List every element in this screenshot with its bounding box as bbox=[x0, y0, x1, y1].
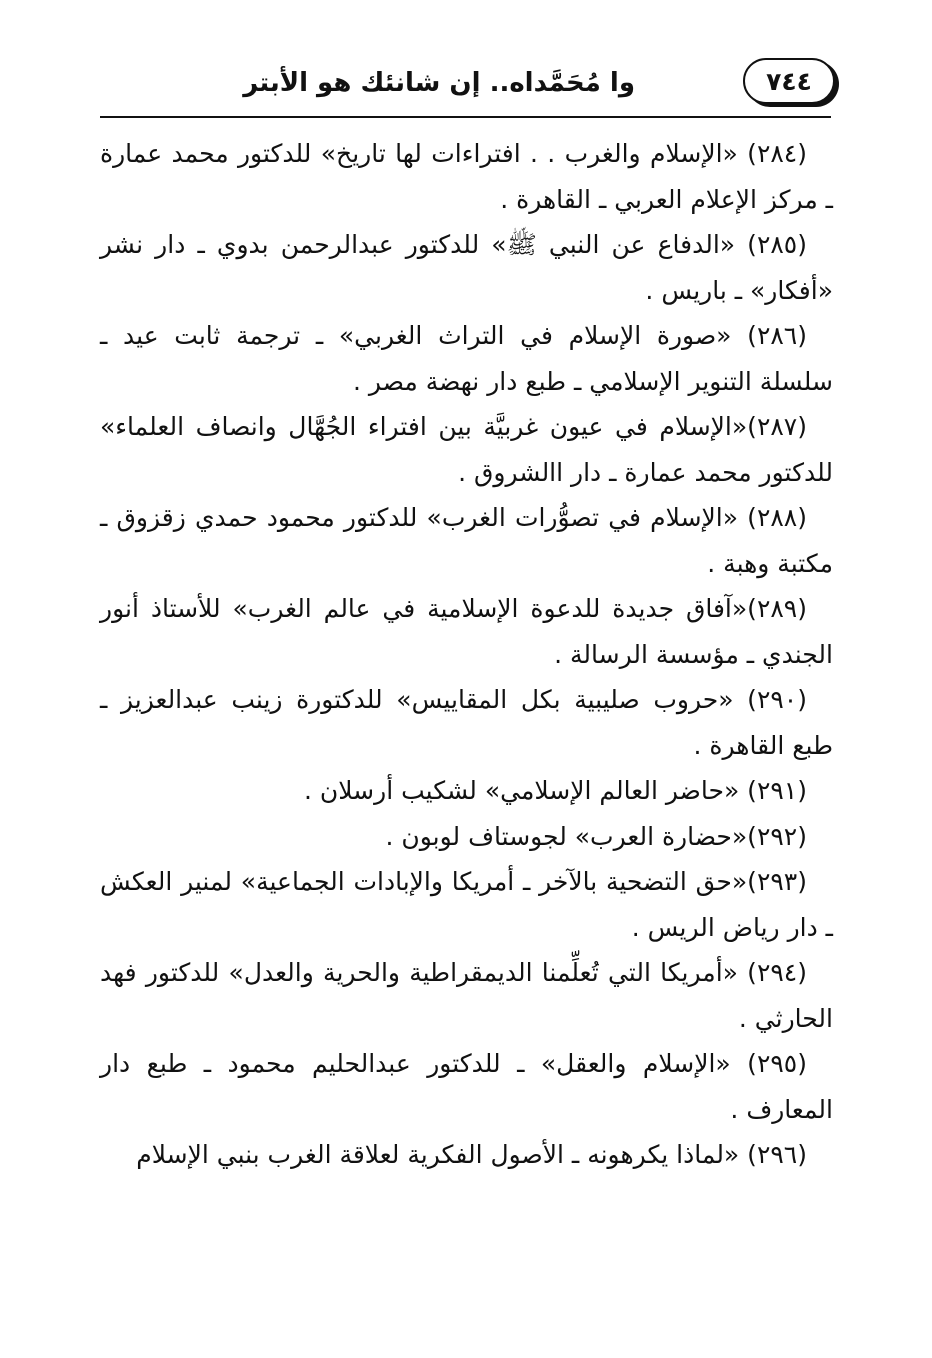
running-title: وا مُحَمَّداه.. إن شانئك هو الأبتر bbox=[243, 68, 635, 98]
bibliography-entry-291: (٢٩١) «حاضر العالم الإسلامي» لشكيب أرسلان . bbox=[304, 776, 807, 805]
bibliography-entry-292: (٢٩٢)«حضارة العرب» لجوستاف لوبون . bbox=[385, 821, 807, 851]
bibliography-entry-289: (٢٨٩)«آفاق جديدة للدعوة الإسلامية في عالم الغرب» للأستاذ أنور الجندي ـ مؤسسة الرسالة . bbox=[100, 594, 833, 669]
bibliography-entry-284: (٢٨٤) «الإسلام والغرب . . افتراءات لها تاريخ» للدكتور محمد عمارة ـ مركز الإعلام العربي ـ القاهرة . bbox=[100, 139, 833, 214]
bibliography-list bbox=[100, 131, 833, 1178]
bibliography-entry-286: (٢٨٦) «صورة الإسلام في التراث الغربي» ـ ترجمة ثابت عيد ـ سلسلة التنوير الإسلامي ـ طبع دار نهضة مصر . bbox=[100, 321, 833, 396]
bibliography-entry-288: (٢٨٨) «الإسلام في تصوُّرات الغرب» للدكتور محمود حمدي زقزوق ـ مكتبة وهبة . bbox=[100, 503, 833, 578]
page-number: ٧٤٤ bbox=[743, 58, 835, 104]
bibliography-entry-287: (٢٨٧)«الإسلام في عيون غربيَّة بين افتراء الجُهَّال وانصاف العلماء» للدكتور محمد عمارة ـ دار االشروق . bbox=[100, 412, 833, 487]
bibliography-entry-293: (٢٩٣)«حق التضحية بالآخر ـ أمريكا والإبادات الجماعية» لمنير العكش ـ دار رياض الريس . bbox=[100, 867, 833, 942]
page-header bbox=[100, 56, 835, 118]
bibliography-entry-296: (٢٩٦) «لماذا يكرهونه ـ الأصول الفكرية لعلاقة الغرب بنبي الإسلام bbox=[136, 1140, 807, 1169]
bibliography-entry-294: (٢٩٤) «أمريكا التي تُعلِّمنا الديمقراطية والحرية والعدل» للدكتور فهد الحارثي . bbox=[100, 958, 833, 1033]
bibliography-entry-295: (٢٩٥) «الإسلام والعقل» ـ للدكتور عبدالحليم محمود ـ طبع دار المعارف . bbox=[100, 1049, 833, 1124]
bibliography-entry-290: (٢٩٠) «حروب صليبية بكل المقاييس» للدكتورة زينب عبدالعزيز ـ طبع القاهرة . bbox=[100, 685, 833, 760]
header-divider bbox=[100, 116, 831, 118]
bibliography-entry-285: (٢٨٥) «الدفاع عن النبي ﷺ» للدكتور عبدالرحمن بدوي ـ دار نشر «أفكار» ـ باريس . bbox=[100, 230, 833, 305]
